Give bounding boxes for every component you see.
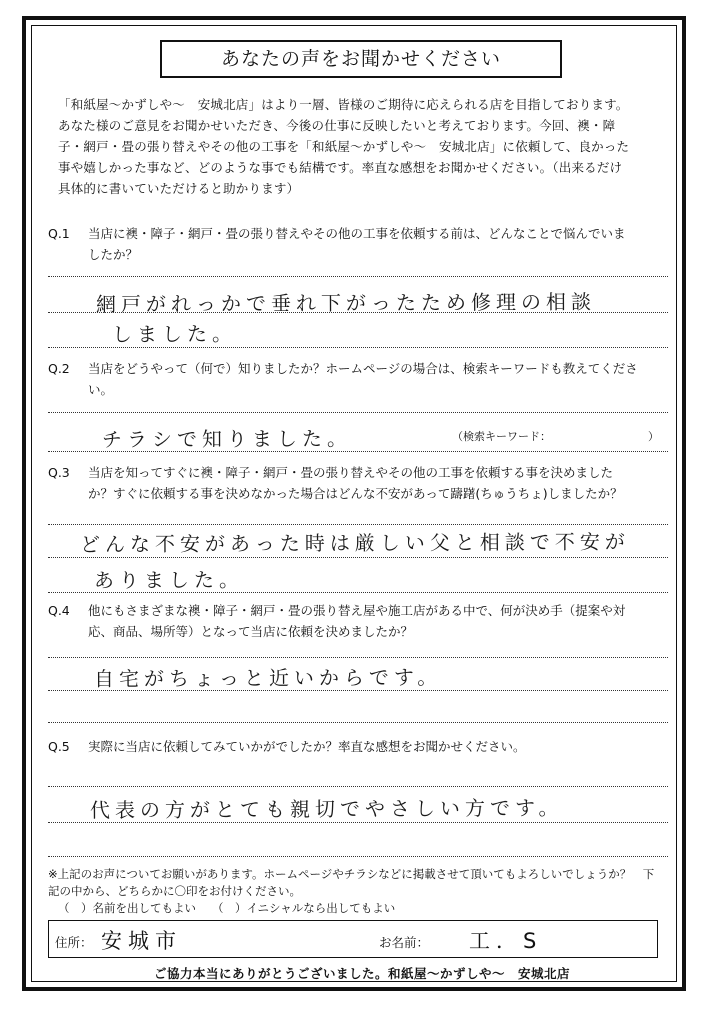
question-3 xyxy=(48,462,668,504)
answer-line xyxy=(48,786,668,787)
question-2 xyxy=(48,358,668,400)
handwritten-answer: どんな不安があった時は厳しい父と相談で不安が xyxy=(79,529,630,557)
question-number: Q.4 xyxy=(48,603,70,618)
page-title: あなたの声をお聞かせください xyxy=(160,40,562,78)
answer-line xyxy=(48,657,668,658)
answer-line xyxy=(48,592,668,593)
note-line: 記の中から、どちらかに〇印をお付けください。 xyxy=(48,884,301,898)
handwritten-answer: しました。 xyxy=(111,321,238,347)
question-text: 応、商品、場所等）となって当店に依頼を決めましたか？ xyxy=(88,624,414,639)
answer-line xyxy=(48,722,668,723)
question-number: Q.3 xyxy=(48,465,70,480)
intro-line: 具体的に書いていただけると助かります） xyxy=(58,181,300,196)
question-text: か？すぐに依頼する事を決めなかった場合はどんな不安があって躊躇(ちゅうちょ)しましたか？ xyxy=(88,486,623,501)
handwritten-answer: ありました。 xyxy=(93,567,245,593)
handwritten-answer: 代表の方がとても親切でやさしい方です。 xyxy=(89,795,564,823)
question-4 xyxy=(48,600,668,642)
keyword-label: （検索キーワード： xyxy=(452,430,551,443)
intro-line: 事や嬉しかった事など、どのような事でも結構です。率直な感想をお聞かせください。（出来るだけ xyxy=(58,160,623,175)
answer-line xyxy=(48,312,668,313)
answer-line xyxy=(48,412,668,413)
question-text: 当店を知ってすぐに襖・障子・網戸・畳の張り替えやその他の工事を依頼する事を決めました xyxy=(88,465,614,480)
search-keyword-field xyxy=(452,428,659,444)
permission-note xyxy=(48,866,678,900)
question-1 xyxy=(48,223,668,265)
answer-line xyxy=(48,690,668,691)
handwritten-answer: 網戸がれっかで垂れ下がったため修理の相談 xyxy=(95,289,597,317)
question-text: 実際に当店に依頼してみていかがでしたか？率直な感想をお聞かせください。 xyxy=(88,739,526,754)
intro-line: あなた様のご意見をお聞かせいただき、今後の仕事に反映したいと考えております。今回、襖・障 xyxy=(58,118,616,133)
answer-line xyxy=(48,822,668,823)
keyword-close: ） xyxy=(648,430,659,443)
name-value: 工．S xyxy=(469,929,543,953)
question-number: Q.1 xyxy=(48,226,70,241)
handwritten-answer: 自宅がちょっと近いからです。 xyxy=(93,665,443,691)
consent-option-initials[interactable]: （ ）イニシャルなら出してもよい xyxy=(212,901,396,915)
note-line: ※上記のお声についてお願いがあります。ホームページやチラシなどに掲載させて頂いてもよろしいでしょうか？ 下 xyxy=(48,867,655,881)
question-number: Q.5 xyxy=(48,739,70,754)
answer-line xyxy=(48,276,668,277)
consent-option-name[interactable]: （ ）名前を出してもよい xyxy=(58,901,196,915)
question-text: 他にもさまざまな襖・障子・網戸・畳の張り替え屋や施工店がある中で、何が決め手（提案や対 xyxy=(88,603,626,618)
name-label: お名前： xyxy=(379,935,430,950)
address-label: 住所： xyxy=(55,935,93,950)
footer-thanks: ご協力本当にありがとうございました。和紙屋～かずしや～ 安城北店 xyxy=(153,966,570,981)
handwritten-answer: チラシで知りました。 xyxy=(101,426,353,452)
question-text: 当店をどうやって（何で）知りましたか？ホームページの場合は、検索キーワードも教えてくださ xyxy=(88,361,638,376)
intro-paragraph xyxy=(58,94,670,199)
question-text: したか？ xyxy=(88,247,139,262)
question-text: い。 xyxy=(88,382,114,397)
answer-line xyxy=(48,451,668,452)
intro-line: 子・網戸・畳の張り替えやその他の工事を「和紙屋～かずしや～ 安城北店」に依頼して、良かった xyxy=(58,139,630,154)
intro-line: 「和紙屋～かずしや～ 安城北店」はより一層、皆様のご期待に応えられる店を目指しております。 xyxy=(58,97,629,112)
answer-line xyxy=(48,347,668,348)
question-5 xyxy=(48,736,668,757)
answer-line xyxy=(48,856,668,857)
answer-line xyxy=(48,557,668,558)
question-text: 当店に襖・障子・網戸・畳の張り替えやその他の工事を依頼する前は、どんなことで悩んでいま xyxy=(88,226,626,241)
customer-info-box xyxy=(48,920,658,958)
address-value: 安城市 xyxy=(101,929,182,953)
question-number: Q.2 xyxy=(48,361,70,376)
